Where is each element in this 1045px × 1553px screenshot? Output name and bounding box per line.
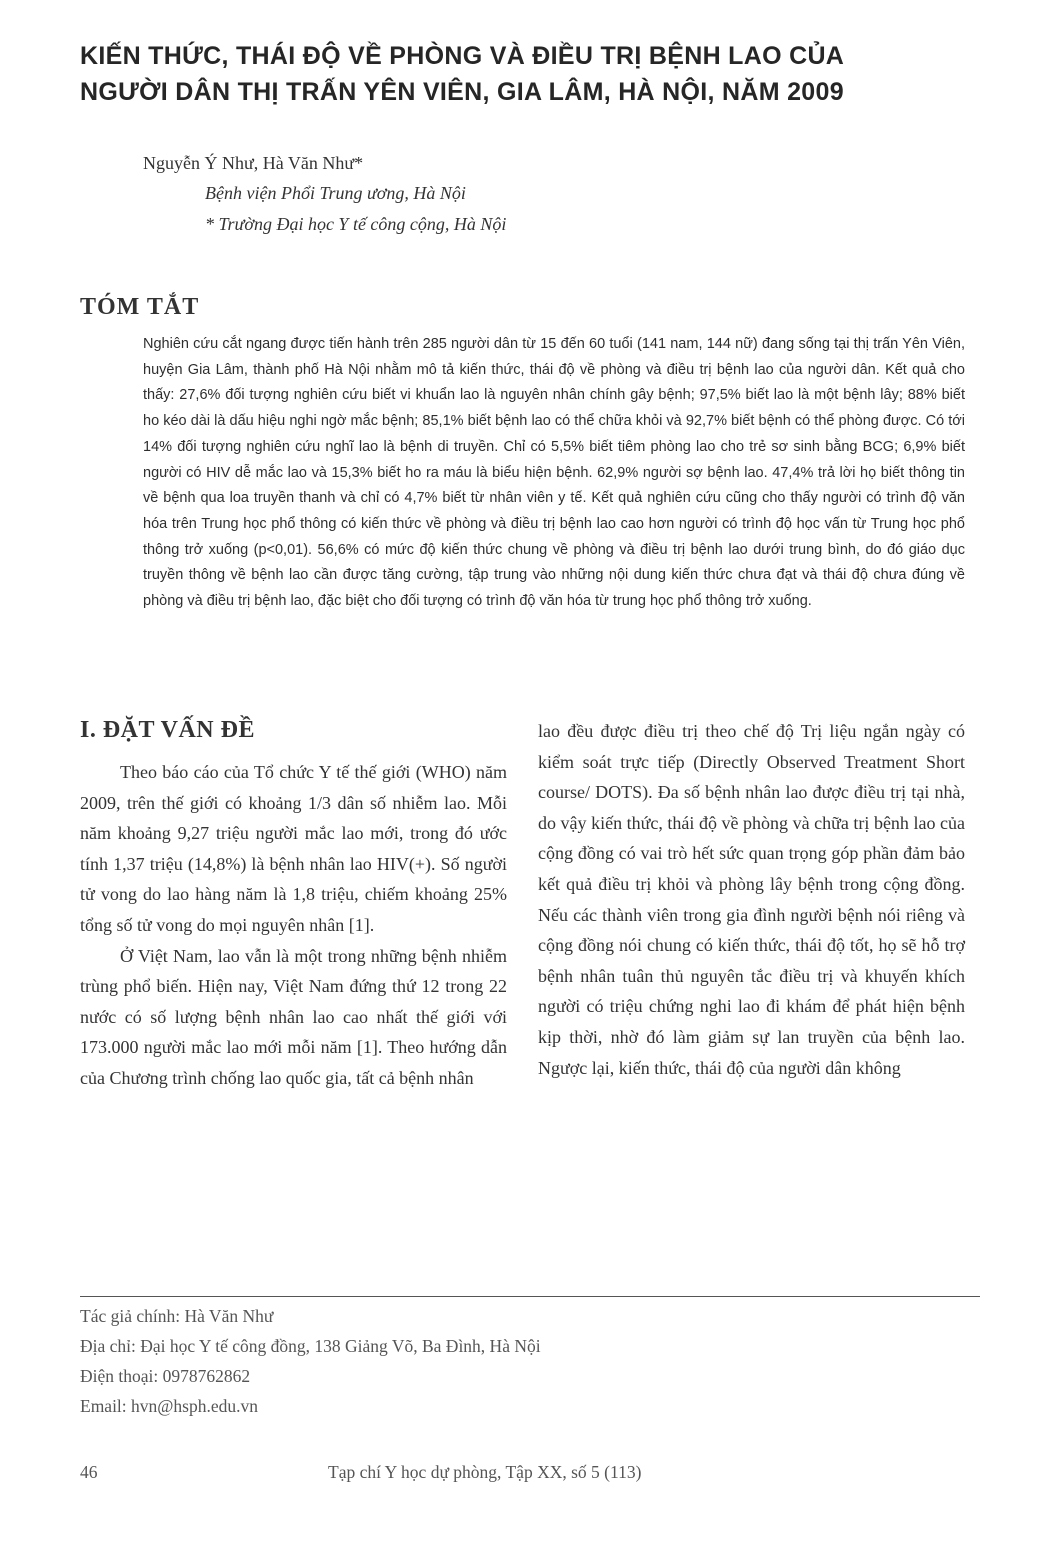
left-column bbox=[80, 757, 507, 1094]
title-line-2: NGƯỜI DÂN THỊ TRẤN YÊN VIÊN, GIA LÂM, HÀ NỘI, NĂM 2009 bbox=[80, 78, 844, 106]
section-heading: I. ĐẶT VẤN ĐỀ bbox=[80, 717, 255, 743]
paragraph: Ở Việt Nam, lao vẫn là một trong những bệnh nhiễm trùng phổ biến. Hiện nay, Việt Nam đứng thứ 12 trong 22 nước có số lượng bệnh nhân lao cao nhất thế giới với 173.000 người mắc lao mới mỗi năm [1]. Theo hướng dẫn của Chương trình chống lao quốc gia, tất cả bệnh nhân bbox=[80, 945, 507, 1088]
authors: Nguyễn Ý Như, Hà Văn Như* bbox=[143, 153, 364, 173]
footnote-divider bbox=[80, 1296, 980, 1297]
page-number: 46 bbox=[80, 1462, 98, 1482]
abstract-heading: TÓM TẮT bbox=[80, 294, 200, 320]
affiliation-1: Bệnh viện Phổi Trung ương, Hà Nội bbox=[205, 183, 466, 203]
footnote-author: Tác giả chính: Hà Văn Như bbox=[80, 1306, 274, 1326]
footnote-address: Địa chỉ: Đại học Y tế công đồng, 138 Giảng Võ, Ba Đình, Hà Nội bbox=[80, 1336, 541, 1356]
article-title bbox=[80, 38, 980, 110]
title-line-1: KIẾN THỨC, THÁI ĐỘ VỀ PHÒNG VÀ ĐIỀU TRỊ BỆNH LAO CỦA bbox=[80, 42, 845, 70]
paragraph: Theo báo cáo của Tổ chức Y tế thế giới (WHO) năm 2009, trên thế giới có khoảng 1/3 dân số nhiễm lao. Mỗi năm khoảng 9,27 triệu người mắc lao mới, trong đó ước tính 1,37 triệu (14,8%) là bệnh nhân lao HIV(+). Số người tử vong do lao hàng năm là 1,8 triệu, chiếm khoảng 25% tổng số tử vong do mọi nguyên nhân [1]. bbox=[80, 762, 507, 935]
affiliation-2: * Trường Đại học Y tế công cộng, Hà Nội bbox=[205, 214, 507, 234]
right-column bbox=[538, 716, 965, 1083]
footnote-email: Email: hvn@hsph.edu.vn bbox=[80, 1396, 258, 1416]
paragraph: lao đều được điều trị theo chế độ Trị liệu ngắn ngày có kiểm soát trực tiếp (Directly Observed Treatment Short course/ DOTS). Đa số bệnh nhân lao được điều trị tại nhà, do vậy kiến thức, thái độ về phòng và chữa trị bệnh lao của cộng đồng có vai trò hết sức quan trọng góp phần đảm bảo kết quả điều trị khỏi và phòng lây bệnh trong cộng đồng. Nếu các thành viên trong gia đình người bệnh nói riêng và cộng đồng nói chung có kiến thức, thái độ tốt, họ sẽ hỗ trợ bệnh nhân tuân thủ nguyên tắc điều trị và khuyến khích người có triệu chứng nghi lao đi khám để phát hiện bệnh kịp thời, nhờ đó làm giảm sự lan truyền của bệnh lao. Ngược lại, kiến thức, thái độ của người dân không bbox=[538, 721, 965, 1078]
abstract-text: Nghiên cứu cắt ngang được tiến hành trên 285 người dân từ 15 đến 60 tuổi (141 nam, 144 nữ) đang sống tại thị trấn Yên Viên, huyện Gia Lâm, thành phố Hà Nội nhằm mô tả kiến thức, thái độ về phòng và điều trị bệnh lao của người dân. Kết quả cho thấy: 27,6% đối tượng nghiên cứu biết vi khuẩn lao là nguyên nhân chính gây bệnh; 97,5% biết lao là một bệnh lây; 88% biết ho kéo dài là dấu hiệu nghi ngờ mắc bệnh; 85,1% biết bệnh lao có thể chữa khỏi và 92,7% biết bệnh có thể phòng được. Có tới 14% đối tượng nghiên cứu nghĩ lao là bệnh di truyền. Chỉ có 5,5% biết tiêm phòng lao cho trẻ sơ sinh bằng BCG; 6,9% biết người có HIV dễ mắc lao và 15,3% biết ho ra máu là biểu hiện bệnh. 62,9% người sợ bệnh lao. 47,4% trả lời họ biết thông tin về bệnh qua loa truyền thanh và chỉ có 4,7% biết từ nhân viên y tế. Kết quả nghiên cứu cũng cho thấy người có trình độ văn hóa trên Trung học phổ thông có kiến thức về phòng và điều trị bệnh lao cao hơn người có trình độ học vấn từ Trung học phổ thông trở xuống (p<0,01). 56,6% có mức độ kiến thức chung về phòng và điều trị bệnh lao dưới trung bình, do đó giáo dục truyền thông về bệnh lao cần được tăng cường, tập trung vào những nội dung kiến thức chưa đạt và thái độ chưa đúng về phòng và điều trị bệnh lao, đặc biệt cho đối tượng có trình độ văn hóa từ trung học phổ thông trở xuống. bbox=[143, 336, 965, 610]
footnote-phone: Điện thoại: 0978762862 bbox=[80, 1366, 251, 1386]
journal-name: Tạp chí Y học dự phòng, Tập XX, số 5 (113) bbox=[328, 1462, 642, 1482]
